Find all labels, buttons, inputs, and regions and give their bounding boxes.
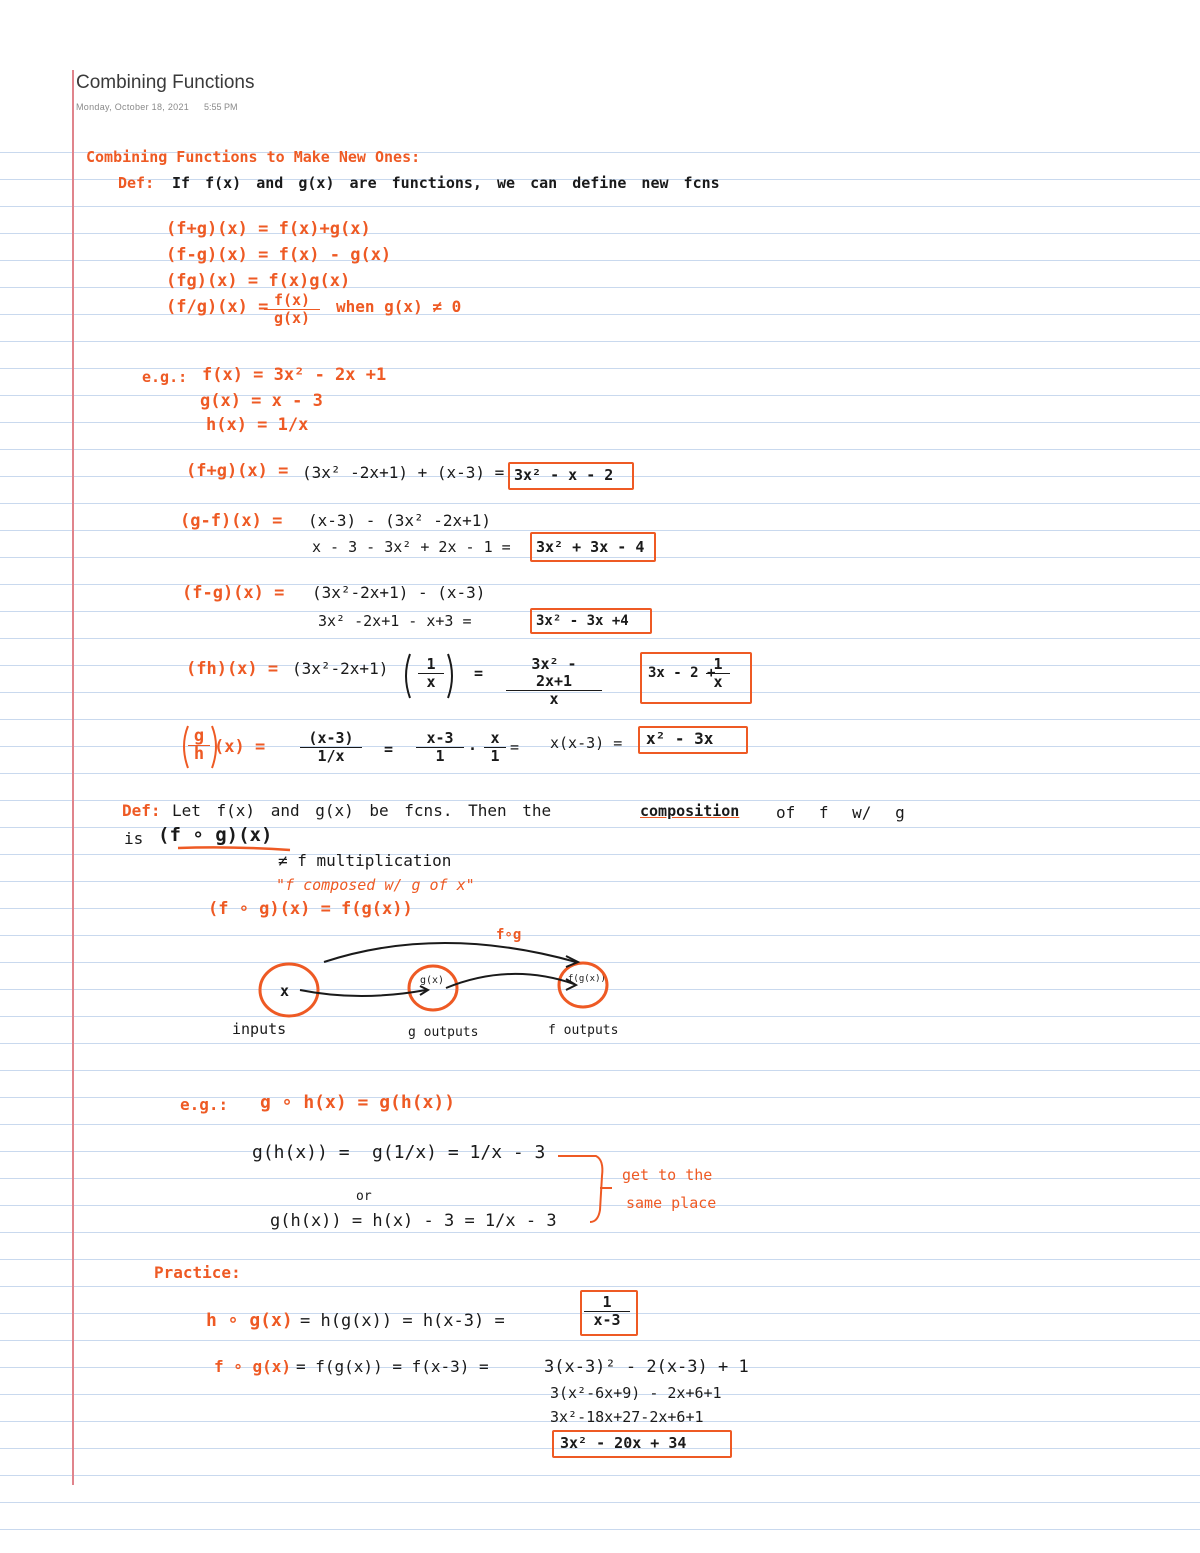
ex2-def: g ∘ h(x) = g(h(x))	[260, 1092, 456, 1113]
practice-hg-lhs: h ∘ g(x)	[206, 1310, 293, 1331]
gmf-lhs: (g-f)(x) =	[180, 511, 283, 531]
sum-lhs: (f+g)(x) =	[186, 461, 289, 481]
diagram-fgx-label: f(g(x))	[568, 974, 606, 984]
page-time: 5:55 PM	[204, 102, 238, 112]
gh-f1-den: 1/x	[317, 747, 345, 765]
diagram-g-outputs: g outputs	[408, 1025, 479, 1040]
gmf-line2: x - 3 - 3x² + 2x - 1 =	[312, 538, 511, 556]
gh-f1	[300, 730, 362, 765]
gh-dot: ·	[468, 740, 478, 758]
gh-answer: x² - 3x	[646, 729, 714, 748]
fh-answer-a: 3x - 2 +	[648, 665, 716, 681]
diagram-top-label: f∘g	[496, 927, 522, 943]
fh-one-over-x	[418, 656, 444, 691]
ex2-line1-b: g(1/x) = 1/x - 3	[372, 1142, 546, 1163]
fh-answer-fraction	[706, 656, 730, 691]
def2-text-a: Let f(x) and g(x) be fcns. Then the	[172, 801, 552, 820]
gh-lhs-num: g	[188, 728, 210, 746]
example-h: h(x) = 1/x	[206, 415, 309, 435]
composition-underline	[178, 847, 290, 850]
fh-lhs: (fh)(x) =	[186, 659, 279, 679]
sum-answer: 3x² - x - 2	[514, 466, 614, 484]
practice-hg-answer-den: x-3	[593, 1311, 621, 1329]
gh-f3	[484, 730, 506, 765]
def-quotient-condition: when g(x) ≠ 0	[336, 297, 462, 316]
diagram-inputs: inputs	[232, 1020, 287, 1038]
practice-fg-line1: 3(x-3)² - 2(x-3) + 1	[544, 1357, 749, 1377]
arrow-x-to-gx	[300, 990, 426, 996]
arrow-fog	[324, 943, 576, 962]
def-quotient-fraction	[264, 292, 320, 327]
def2-text-c: is	[124, 829, 144, 848]
gh-f1-num: (x-3)	[300, 730, 362, 748]
fh-one-over-x-num: 1	[418, 656, 444, 674]
gh-f3-den: 1	[490, 747, 500, 765]
def2-label: Def:	[122, 801, 161, 820]
sum-mid: (3x² -2x+1) + (x-3) =	[302, 463, 505, 482]
practice-fg-lhs: f ∘ g(x)	[214, 1357, 292, 1376]
example-label: e.g.:	[142, 368, 188, 386]
def2-composition: composition	[640, 802, 740, 820]
fh-result-den: x	[549, 690, 559, 708]
practice-hg-mid: = h(g(x)) = h(x-3) =	[300, 1311, 505, 1331]
practice-fg-line2: 3(x²-6x+9) - 2x+6+1	[550, 1384, 722, 1402]
fmg-line1: (3x²-2x+1) - (x-3)	[312, 583, 486, 602]
ex2-label: e.g.:	[180, 1095, 229, 1114]
gh-lhs-den: h	[193, 744, 205, 764]
fmg-line2: 3x² -2x+1 - x+3 =	[318, 612, 472, 630]
gh-f3-num: x	[484, 730, 506, 748]
def-product: (fg)(x) = f(x)g(x)	[166, 271, 351, 291]
def2-expr: (f ∘ g)(x)	[158, 824, 273, 846]
diagram-f-outputs: f outputs	[548, 1023, 619, 1038]
def2-text-b: of f w/ g	[776, 803, 905, 822]
fh-result-fraction	[506, 656, 602, 708]
arrow-gx-to-fgx	[446, 974, 574, 988]
def-difference: (f-g)(x) = f(x) - g(x)	[166, 245, 392, 265]
practice-hg-answer-num: 1	[584, 1294, 630, 1312]
practice-hg-answer	[584, 1294, 630, 1329]
fh-equals: =	[474, 664, 484, 682]
def-quotient-numerator: f(x)	[264, 292, 320, 310]
fmg-lhs: (f-g)(x) =	[182, 583, 285, 603]
ex2-note1: get to the	[622, 1166, 713, 1184]
gh-f2	[416, 730, 464, 765]
gh-lhs-tail: (x) =	[214, 737, 266, 757]
right-paren	[448, 654, 452, 698]
gh-f2-den: 1	[435, 747, 445, 765]
page-title: Combining Functions	[76, 72, 255, 93]
section-heading: Combining Functions to Make New Ones:	[86, 148, 421, 166]
def-quotient: (f/g)(x) =	[166, 297, 269, 317]
ex2-line1-a: g(h(x)) =	[252, 1142, 350, 1163]
def-quotient-denominator: g(x)	[273, 309, 311, 327]
page-date: Monday, October 18, 2021	[76, 102, 190, 112]
practice-label: Practice:	[154, 1263, 241, 1282]
ex2-note2: same place	[626, 1194, 717, 1212]
def2-note1: ≠ f multiplication	[278, 851, 452, 870]
page-header-area	[0, 0, 1200, 140]
diagram-x-label: x	[280, 982, 290, 1000]
gh-f2-num: x-3	[416, 730, 464, 748]
notebook-page: Combining Functions Monday, October 18, 2021 5:55 PM Combining Functions to Make New Ones: Def: If f(x) and g(x) are functions, we can define new fcns (f+g)(x) = f(x)+g(x) (f-g)(x) = f(x) - g(x) (fg)(x) = f(x)g(x) (f/g)(x) = $\frac{f(x)}{g(x)}$ when g(x) ≠ 0 e.g.: f(x) = 3x² - 2x +1 g(x) = x - 3 h(x) = 1/x (f+g)(x) = (3x² -2x+1) + (x-3) = 3x² - x - 2 (g-f)(x) = (x-3) - (3x² -2x+1) x - 3 - 3x² + 2x - 1 = 3x² + 3x - 4 (f-g)(x) = (3x²-2x+1) - (x-3) 3x² -2x+1 - x+3 = 3x² - 3x +4 (fh)(x) = (3x²-2x+1) $\frac{1}{x}$ = $\frac{\text{3x² - 2x+1}}{x}$ 3x - 2 + $\frac{1}{x}$ $\frac{g}{h}$ (x) = $\frac{(x-3)}{1/x}$ = $\frac{x-3}{1}$ · $\frac{x}{1}$ = x(x-3) = x² - 3x Def: Let f(x) and g(x) be fcns. Then the composition of f w/ g is (f ∘ g)(x) ≠ f multiplication "f composed w/ g of x" (f ∘ g)(x) = f(g(x)) f∘g x g(x) f(g(x)) inputs g outputs f outputs e.g.: g ∘ h(x) = g(h(x)) g(h(x)) = g(1/x) = 1/x - 3 or g(h(x)) = h(x) - 3 = 1/x - 3 get to the same place Practice: h ∘ g(x) = h(g(x)) = h(x-3) = $\frac{1}{x-3}$ f ∘ g(x) = f(g(x)) = f(x-3) = 3(x-3)² - 2(x-3) + 1 3(x²-6x+9) - 2x+6+1 3x²-18x+27-2x+6+1 3x² - 20x + 34	[0, 0, 1200, 1553]
def2-note2: "f composed w/ g of x"	[276, 876, 475, 894]
practice-fg-answer: 3x² - 20x + 34	[560, 1434, 687, 1452]
same-place-bracket	[558, 1156, 602, 1222]
def-sum: (f+g)(x) = f(x)+g(x)	[166, 219, 371, 239]
practice-fg-mid: = f(g(x)) = f(x-3) =	[296, 1357, 489, 1376]
margin-line	[72, 70, 74, 1485]
ex2-line2: g(h(x)) = h(x) - 3 = 1/x - 3	[270, 1211, 557, 1231]
example-f: f(x) = 3x² - 2x +1	[202, 365, 387, 385]
left-paren	[406, 654, 410, 698]
fmg-answer: 3x² - 3x +4	[536, 613, 629, 629]
fh-result-num: 3x² - 2x+1	[506, 656, 602, 691]
gh-lhs-fraction	[188, 728, 210, 763]
def2-rule: (f ∘ g)(x) = f(g(x))	[208, 899, 413, 919]
def-label: Def:	[118, 174, 155, 192]
practice-fg-line3: 3x²-18x+27-2x+6+1	[550, 1408, 704, 1426]
gmf-line1: (x-3) - (3x² -2x+1)	[308, 511, 492, 530]
fh-answer-num: 1	[706, 656, 730, 674]
fh-answer-den: x	[713, 673, 723, 691]
fh-mid: (3x²-2x+1)	[292, 659, 389, 678]
def-text: If f(x) and g(x) are functions, we can define new fcns	[172, 174, 720, 192]
diagram-gx-label: g(x)	[420, 975, 445, 986]
ex2-or: or	[356, 1189, 372, 1204]
example-g: g(x) = x - 3	[200, 391, 323, 411]
fh-one-over-x-den: x	[426, 673, 436, 691]
gh-mid: x(x-3) =	[550, 734, 623, 752]
gmf-answer: 3x² + 3x - 4	[536, 538, 645, 556]
